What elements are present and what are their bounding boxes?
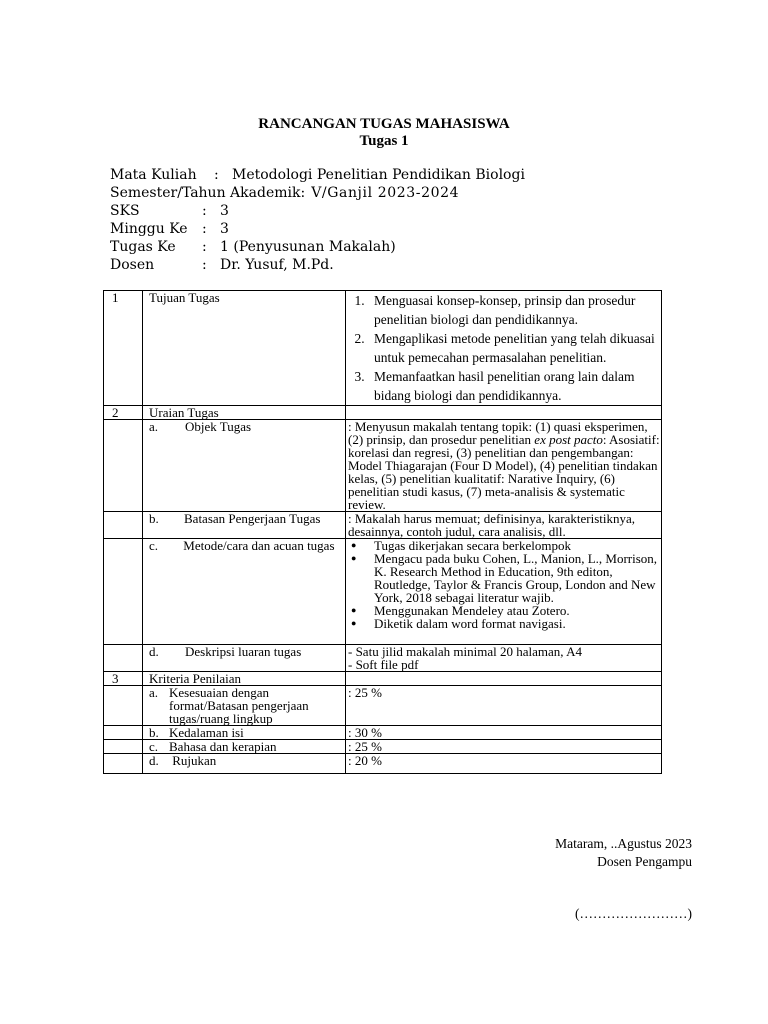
table-row <box>104 686 662 726</box>
batasan-cell: : Makalah harus memuat; definisinya, karakteristiknya, desainnya, contoh judul, cara analisis, dll. <box>346 512 662 539</box>
metode-list <box>348 539 661 630</box>
sub-text: Rujukan <box>169 753 217 768</box>
meta-colon: : <box>202 257 207 273</box>
list-item: 3. Memanfaatkan hasil penelitian orang lain dalam bidang biologi dan pendidikannya. <box>368 367 661 405</box>
row-number <box>104 420 143 512</box>
criteria-label <box>149 686 345 725</box>
row-label: Uraian Tugas <box>143 406 346 420</box>
sub-label <box>149 645 345 658</box>
meta-colon: : <box>214 167 219 183</box>
meta-key: Minggu Ke <box>110 221 188 237</box>
sub-text: Kesesuaian dengan format/Batasan pengerjaan tugas/ruang lingkup <box>169 685 309 726</box>
meta-value: Dr. Yusuf, M.Pd. <box>220 257 334 273</box>
sub-text: Objek Tugas <box>185 419 252 434</box>
meta-row-semester <box>110 184 525 202</box>
meta-colon: : <box>202 221 207 237</box>
table-row <box>104 726 662 740</box>
meta-key: SKS <box>110 203 140 219</box>
tujuan-cell <box>346 291 662 406</box>
criteria-label <box>149 740 345 753</box>
criteria-label-cell <box>143 754 346 774</box>
objek-text-2: : Asosiatif: korelasi dan regresi, (3) penelitian dan pengembangan: Model Thiagarajan (Four D Model), (4) penelitian tindakan kelas, (5) penelitian kualitatif: Narative Inquiry, (6) penelitian studi kasus, (7) meta-analisis & systematic review. <box>348 432 660 512</box>
sub-marker: a. <box>149 685 159 700</box>
table-row <box>104 406 662 420</box>
table-row <box>104 672 662 686</box>
meta-key: Mata Kuliah <box>110 167 197 183</box>
row-number: 3 <box>104 672 143 686</box>
sub-text: Metode/cara dan acuan tugas <box>183 538 335 553</box>
row-number <box>104 740 143 754</box>
table-row <box>104 754 662 774</box>
luaran-line: - Soft file pdf <box>348 657 419 672</box>
course-info <box>110 166 525 274</box>
criteria-label <box>149 726 345 739</box>
criteria-value: : 20 % <box>346 754 662 774</box>
meta-value: 3 <box>220 203 229 219</box>
meta-colon: : <box>202 203 207 219</box>
table-row <box>104 420 662 512</box>
signature-role: Dosen Pengampu <box>597 854 692 869</box>
sub-label <box>149 420 345 433</box>
meta-value: 3 <box>220 221 229 237</box>
objek-tugas-cell <box>346 420 662 512</box>
criteria-label-cell <box>143 686 346 726</box>
row-number <box>104 645 143 672</box>
sub-text: Deskripsi luaran tugas <box>185 644 302 659</box>
luaran-cell <box>346 645 662 672</box>
table-row <box>104 645 662 672</box>
sub-marker: d. <box>149 644 159 659</box>
meta-colon: : <box>202 239 207 255</box>
list-item: 2. Mengaplikasi metode penelitian yang telah dikuasai untuk pemecahan permasalahan penelitian. <box>368 329 661 367</box>
list-item: ● Mengacu pada buku Cohen, L., Manion, L., Morrison, K. Research Method in Education, 9th editon, Routledge, Taylor & Francis Group, London and New York, 2018 sebagai literatur wajib. <box>370 552 661 604</box>
sub-marker: a. <box>149 419 159 434</box>
assignment-table <box>103 290 662 774</box>
document-subtitle: Tugas 1 <box>359 133 409 149</box>
row-label: Kriteria Penilaian <box>143 672 346 686</box>
row-number <box>104 726 143 740</box>
list-item: ● Diketik dalam word format navigasi. <box>370 617 661 630</box>
criteria-label-cell <box>143 726 346 740</box>
table-row <box>104 740 662 754</box>
row-number <box>104 539 143 645</box>
metode-cell <box>346 539 662 645</box>
row-number: 1 <box>104 291 143 406</box>
criteria-label <box>149 754 345 767</box>
table-row <box>104 539 662 645</box>
sub-label-cell <box>143 420 346 512</box>
table-row <box>104 291 662 406</box>
meta-value: 1 (Penyusunan Makalah) <box>220 239 396 255</box>
sub-marker: d. <box>149 753 159 768</box>
row-label: Tujuan Tugas <box>143 291 346 406</box>
empty-cell <box>346 406 662 420</box>
list-item: ● Menggunakan Mendeley atau Zotero. <box>370 604 661 617</box>
list-item: 1. Menguasai konsep-konsep, prinsip dan prosedur penelitian biologi dan pendidikannya. <box>368 291 661 329</box>
sub-marker: c. <box>149 739 159 754</box>
sub-marker: c. <box>149 538 159 553</box>
sub-marker: b. <box>149 725 159 740</box>
sub-marker: b. <box>149 511 159 526</box>
objek-text-1: : Menyusun makalah tentang topik: (1) quasi eksperimen, (2) prinsip, dan prosedur penelitian <box>348 419 648 447</box>
sub-text: Bahasa dan kerapian <box>169 739 277 754</box>
row-number <box>104 754 143 774</box>
signature-name-placeholder: (……………………) <box>575 906 692 921</box>
tujuan-list <box>348 291 661 405</box>
row-number <box>104 686 143 726</box>
row-number: 2 <box>104 406 143 420</box>
sub-text: Kedalaman isi <box>169 725 244 740</box>
meta-row-sks <box>110 202 525 220</box>
signature-place-date: Mataram, ..Agustus 2023 <box>555 836 692 851</box>
table-row <box>104 512 662 539</box>
objek-text-italic: ex post pacto <box>534 432 603 447</box>
sub-label-cell <box>143 539 346 645</box>
criteria-value: : 25 % <box>346 686 662 726</box>
meta-row-minggu <box>110 220 525 238</box>
sub-label-cell <box>143 512 346 539</box>
meta-value: Metodologi Penelitian Pendidikan Biologi <box>232 167 525 183</box>
criteria-value: : 25 % <box>346 740 662 754</box>
criteria-label-cell <box>143 740 346 754</box>
row-number <box>104 512 143 539</box>
meta-key: Dosen <box>110 257 155 273</box>
criteria-value: : 30 % <box>346 726 662 740</box>
meta-row-mata-kuliah <box>110 166 525 184</box>
meta-key: Tugas Ke <box>110 239 176 255</box>
meta-value: V/Ganjil 2023-2024 <box>311 185 460 201</box>
sub-text: Batasan Pengerjaan Tugas <box>184 511 321 526</box>
luaran-line: - Satu jilid makalah minimal 20 halaman, A4 <box>348 644 582 659</box>
meta-row-dosen <box>110 256 525 274</box>
sub-label-cell <box>143 645 346 672</box>
meta-row-tugas <box>110 238 525 256</box>
list-item: ● Tugas dikerjakan secara berkelompok <box>370 539 661 552</box>
document-title: RANCANGAN TUGAS MAHASISWA <box>258 116 510 132</box>
meta-key: Semester/Tahun Akademik: <box>110 185 306 201</box>
empty-cell <box>346 672 662 686</box>
